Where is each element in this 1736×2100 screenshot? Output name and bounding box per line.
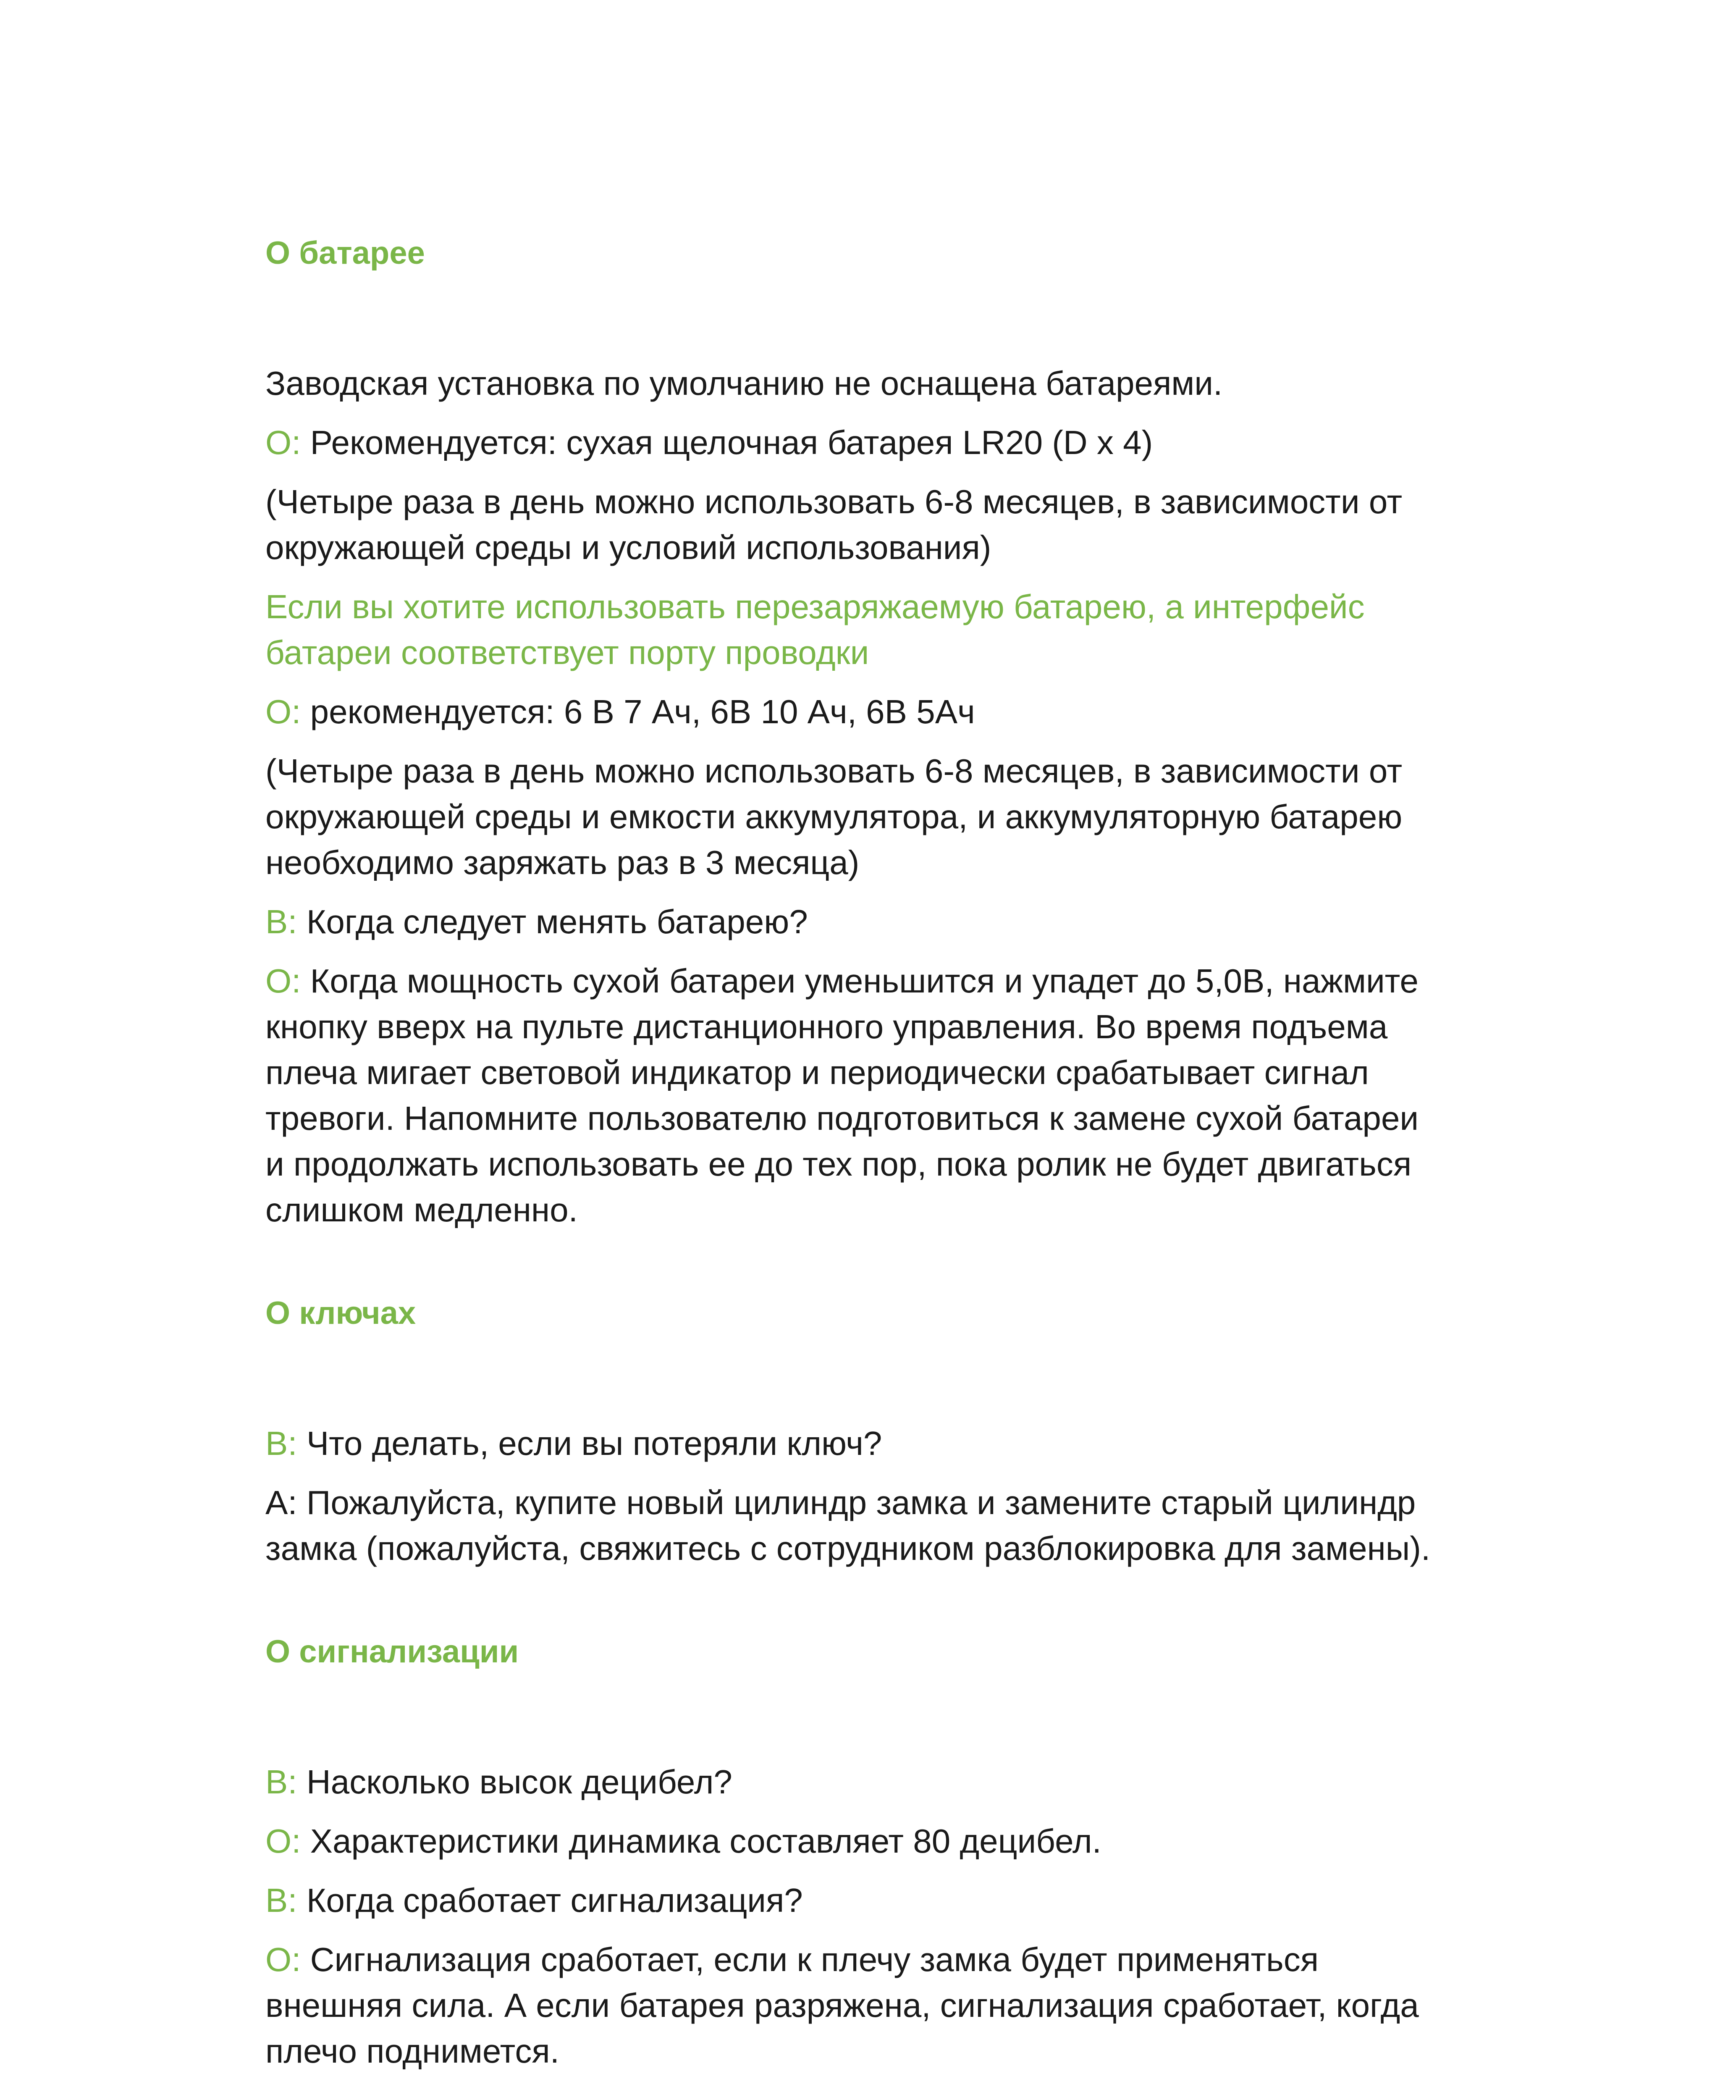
section-heading-battery: О батарее <box>265 235 425 271</box>
alarm-question-1 <box>265 1759 1525 1805</box>
question-text: Когда сработает сигнализация? <box>297 1882 803 1919</box>
faq-content <box>265 230 1525 2074</box>
note-line: окружающей среды и условий использования) <box>265 529 991 566</box>
question-prefix: В: <box>265 1882 297 1919</box>
answer-text: Характеристики динамика составляет 80 децибел. <box>301 1822 1101 1860</box>
section-heading-keys: О ключах <box>265 1295 416 1331</box>
question-line: Если вы хотите использовать перезаряжаемую батарею, а интерфейс <box>265 588 1365 625</box>
battery-rechargeable-question <box>265 584 1525 675</box>
note-line: окружающей среды и емкости аккумулятора, и аккумуляторную батарею <box>265 798 1403 835</box>
question-text: Когда следует менять батарею? <box>297 903 808 940</box>
answer-text: Рекомендуется: сухая щелочная батарея LR20 (D x 4) <box>301 424 1153 461</box>
answer-line: замка (пожалуйста, свяжитесь с сотрудником разблокировка для замены). <box>265 1530 1431 1567</box>
note-line: (Четыре раза в день можно использовать 6-8 месяцев, в зависимости от <box>265 752 1403 790</box>
answer-line: Когда мощность сухой батареи уменьшится и упадет до 5,0В, нажмите <box>301 962 1419 1000</box>
question-prefix: В: <box>265 1425 297 1462</box>
keys-answer-1 <box>265 1480 1525 1571</box>
question-line: батареи соответствует порту проводки <box>265 634 869 671</box>
answer-text: рекомендуется: 6 В 7 Ач, 6В 10 Ач, 6В 5Ач <box>301 693 975 730</box>
answer-prefix: О: <box>265 693 301 730</box>
battery-intro: Заводская установка по умолчанию не оснащена батареями. <box>265 365 1223 402</box>
battery-question-3 <box>265 899 1525 945</box>
question-prefix: В: <box>265 903 297 940</box>
section-heading-alarm: О сигнализации <box>265 1634 519 1670</box>
answer-line: плечо поднимется. <box>265 2032 559 2070</box>
question-text: Насколько высок децибел? <box>297 1763 732 1801</box>
answer-line: плеча мигает световой индикатор и периодически срабатывает сигнал <box>265 1054 1369 1091</box>
battery-answer-2 <box>265 689 1525 735</box>
battery-answer-1 <box>265 420 1525 465</box>
keys-question-1 <box>265 1420 1525 1466</box>
alarm-question-2 <box>265 1877 1525 1923</box>
answer-prefix: О: <box>265 1822 301 1860</box>
answer-line: и продолжать использовать ее до тех пор, пока ролик не будет двигаться <box>265 1145 1412 1183</box>
answer-line: Сигнализация сработает, если к плечу замка будет применяться <box>301 1941 1319 1978</box>
answer-prefix: О: <box>265 1941 301 1978</box>
answer-line: слишком медленно. <box>265 1191 578 1228</box>
question-prefix: В: <box>265 1763 297 1801</box>
question-text: Что делать, если вы потеряли ключ? <box>297 1425 882 1462</box>
answer-line: кнопку вверх на пульте дистанционного управления. Во время подъема <box>265 1008 1388 1045</box>
note-line: (Четыре раза в день можно использовать 6-8 месяцев, в зависимости от <box>265 483 1403 520</box>
answer-prefix: О: <box>265 962 301 1000</box>
alarm-answer-2 <box>265 1937 1525 2074</box>
battery-answer-3 <box>265 958 1525 1233</box>
answer-line: внешняя сила. А если батарея разряжена, сигнализация сработает, когда <box>265 1987 1419 2024</box>
answer-line: А: Пожалуйста, купите новый цилиндр замка и замените старый цилиндр <box>265 1484 1416 1521</box>
note-line: необходимо заряжать раз в 3 месяца) <box>265 844 860 881</box>
battery-answer-1-note <box>265 479 1525 570</box>
answer-prefix: О: <box>265 424 301 461</box>
alarm-answer-1 <box>265 1818 1525 1864</box>
battery-answer-2-note <box>265 748 1525 885</box>
answer-line: тревоги. Напомните пользователю подготовиться к замене сухой батареи <box>265 1100 1419 1137</box>
